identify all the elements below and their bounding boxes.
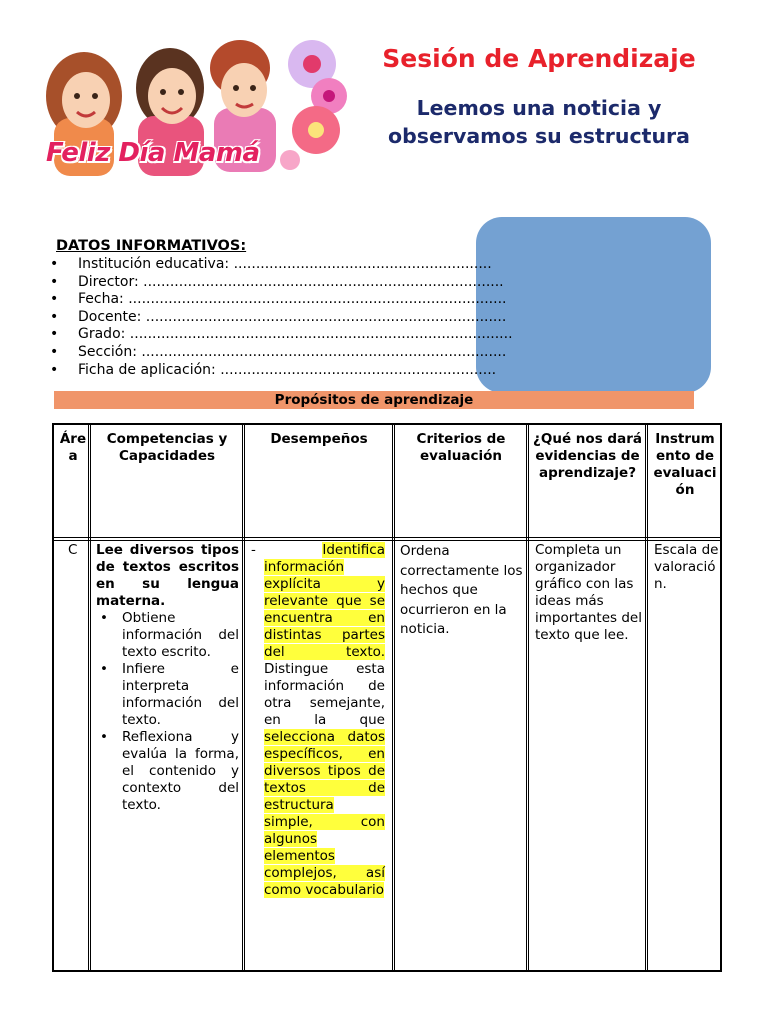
cell-area: C: [68, 542, 78, 558]
table-divider: [392, 425, 395, 970]
table-divider: [645, 425, 648, 970]
bullet-icon: •: [50, 291, 59, 308]
table-header-divider: [54, 537, 720, 541]
propositos-table: [52, 423, 722, 972]
bullet-icon: •: [100, 661, 108, 677]
table-divider: [242, 425, 245, 970]
datos-item-director: • Director: .................................................................................: [50, 273, 504, 290]
desempeno-highlight-1: Identifica información explícita y relevante que se encuentra en distintas partes del texto.: [264, 542, 385, 660]
table-divider: [88, 425, 91, 970]
feliz-dia-mama-banner: [44, 38, 362, 176]
datos-item-ficha: • Ficha de aplicación: ..............................................................: [50, 361, 497, 378]
capacidades-list: [100, 610, 239, 814]
cell-desempenos: [251, 542, 385, 899]
subtitle-line-2: observamos su estructura: [388, 124, 690, 148]
bullet-icon: •: [50, 256, 59, 272]
cell-instrumento: Escala de valoración.: [654, 542, 719, 592]
competencia-title: Lee diversos tipos de textos escritos en su lengua materna.: [96, 542, 239, 609]
datos-item-institucion: • Institución educativa: ..........................................................: [50, 256, 492, 272]
page-subtitle: [358, 94, 720, 150]
bullet-icon: •: [100, 610, 108, 626]
datos-item-docente: • Docente: .................................................................................: [50, 308, 507, 325]
desempeno-text: Distingue esta información de otra semejante, en la que: [264, 661, 385, 728]
cell-competencias: [96, 542, 239, 814]
header-competencias: Competencias y Capacidades: [106, 431, 228, 464]
capacidad-item: • Reflexiona y evalúa la forma, el contenido y contexto del texto.: [100, 729, 239, 813]
bullet-icon: •: [50, 343, 59, 360]
datos-informativos-title: DATOS INFORMATIVOS:: [56, 238, 247, 254]
flower-decoration: [280, 40, 347, 170]
header-instrumento: Instrumento de evaluación: [653, 431, 717, 498]
capacidad-item: • Infiere e interpreta información del texto.: [100, 661, 239, 728]
bullet-icon: •: [100, 729, 108, 745]
subtitle-line-1: Leemos una noticia y: [416, 96, 662, 120]
desempeno-highlight-2: selecciona datos específicos, en diversos tipos de textos de estructura simple, con algunos elementos complejos, así como vocabulario: [264, 729, 385, 898]
capacidad-item: • Obtiene información del texto escrito.: [100, 610, 239, 660]
datos-item-grado: • Grado: ......................................................................................: [50, 326, 513, 343]
bullet-icon: •: [50, 308, 59, 325]
header-area: Área: [59, 431, 87, 464]
banner-caption: Feliz Día Mamá: [46, 138, 260, 168]
datos-item-fecha: • Fecha: .....................................................................................: [50, 291, 507, 308]
header-criterios: Criterios de evaluación: [416, 431, 506, 464]
bullet-icon: •: [50, 326, 59, 343]
header-desempenos: Desempeños: [270, 431, 368, 447]
table-divider: [526, 425, 529, 970]
header-evidencias: ¿Qué nos dará evidencias de aprendizaje?: [533, 431, 642, 481]
bullet-icon: •: [50, 361, 59, 378]
page-title: Sesión de Aprendizaje: [382, 44, 696, 73]
cell-criterios: Ordena correctamente los hechos que ocurrieron en la noticia.: [400, 543, 523, 637]
desempeno-dash: -: [251, 542, 256, 558]
bullet-icon: •: [50, 273, 59, 290]
propositos-heading: Propósitos de aprendizaje: [54, 391, 694, 409]
datos-item-seccion: • Sección: ..................................................................................: [50, 343, 507, 360]
datos-informativos-list: [50, 256, 513, 379]
cell-evidencias: Completa un organizador gráfico con las ideas más importantes del texto que lee.: [535, 542, 642, 643]
